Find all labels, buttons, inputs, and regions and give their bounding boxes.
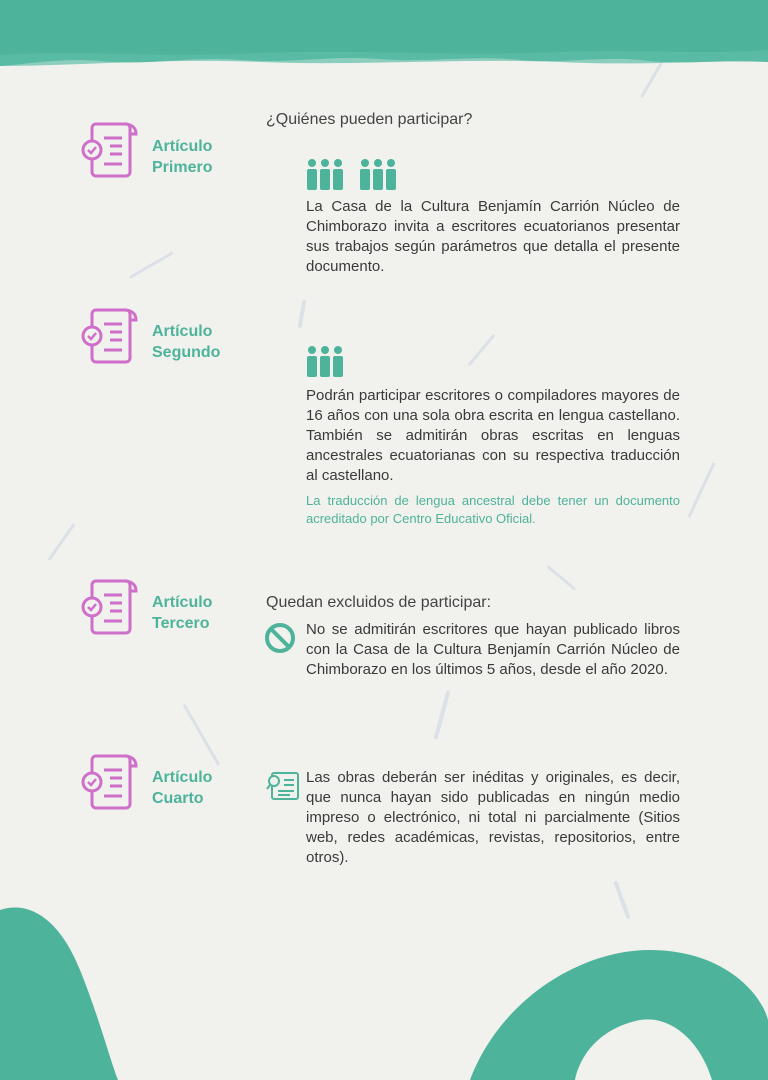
- people-icon: [306, 345, 348, 377]
- article-tercero-title: Artículo Tercero: [152, 594, 213, 632]
- article-primero-icon: [80, 120, 142, 182]
- document-search-icon: [266, 770, 300, 802]
- prohibited-icon: [264, 622, 296, 654]
- article-cuarto-title: Artículo Cuarto: [152, 769, 213, 807]
- article-primero-heading: ¿Quiénes pueden participar?: [266, 111, 473, 128]
- people-group-icon: [306, 158, 400, 190]
- article-cuarto-paragraph: Las obras deberán ser inéditas y originales, es decir, que nunca hayan sido publicadas en ningún medio impreso o electrónico, ni total ni parcialmente (Sitios web, redes académicas, revistas, repositorios, entre otros).: [306, 769, 680, 866]
- article-segundo-icon: [80, 306, 142, 368]
- article-segundo-title: Artículo Segundo: [152, 323, 221, 361]
- article-tercero-icon: [80, 577, 142, 639]
- article-segundo-paragraph: Podrán participar escritores o compiladores mayores de 16 años con una sola obra escrita en lengua castellano. También se admitirán obras escritas en lenguas ancestrales ecuatorianas con su respectiva traducción al castellano.: [306, 387, 680, 484]
- article-tercero-heading: Quedan excluidos de participar:: [266, 594, 492, 611]
- article-primero-title: Artículo Primero: [152, 138, 213, 176]
- bottom-brush-decoration: [0, 880, 768, 1080]
- article-primero-paragraph: La Casa de la Cultura Benjamín Carrión Núcleo de Chimborazo invita a escritores ecuatorianos presentar sus trabajos según parámetros que detalla el presente documento.: [306, 198, 680, 275]
- article-segundo-note: La traducción de lengua ancestral debe tener un documento acreditado por Centro Educativo Oficial.: [306, 493, 680, 526]
- article-tercero-paragraph: No se admitirán escritores que hayan publicado libros con la Casa de la Cultura Benjamín Carrión Núcleo de Chimborazo en los últimos 5 años, desde el año 2020.: [306, 621, 680, 678]
- top-brush-band: [0, 0, 768, 80]
- article-cuarto-icon: [80, 752, 142, 814]
